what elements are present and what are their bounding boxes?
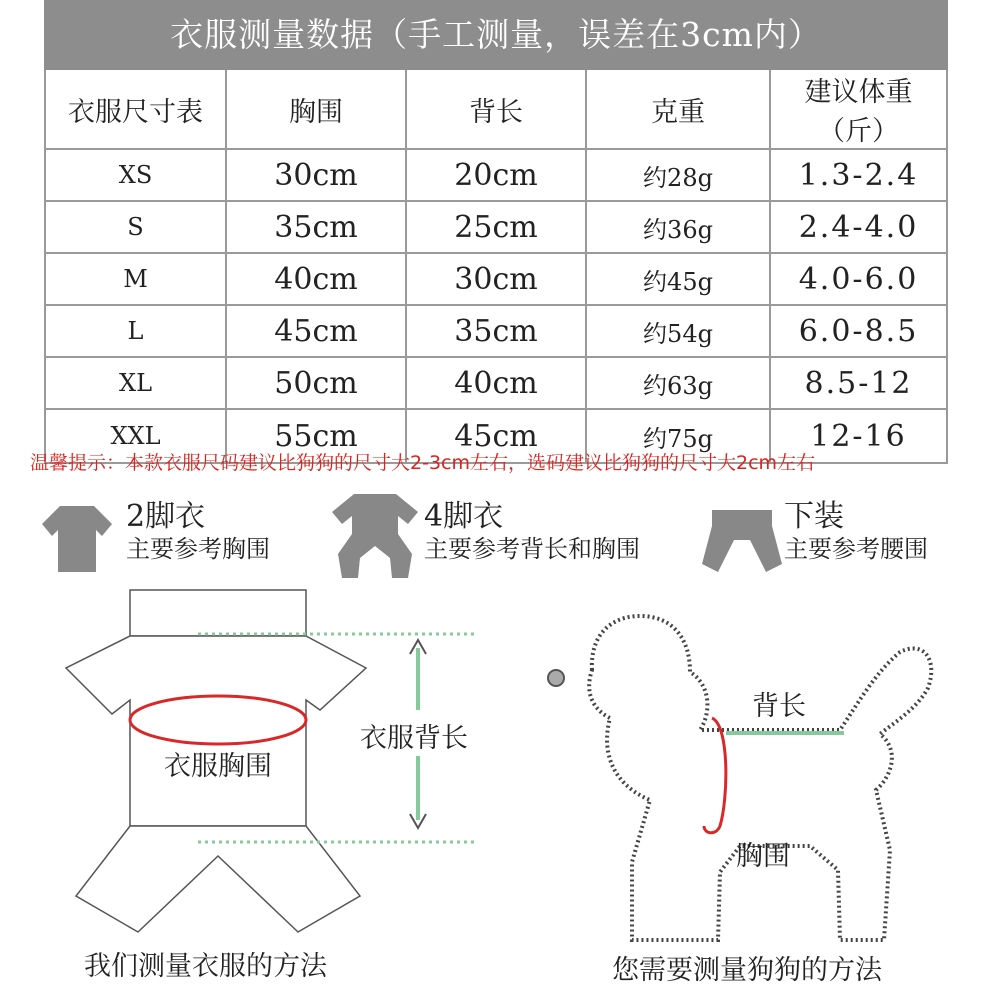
cell-size: L (46, 306, 227, 358)
cell-back: 45cm (407, 410, 587, 462)
cell-size: M (46, 254, 227, 306)
cell-weight: 约36g (587, 202, 771, 254)
page-title: 衣服测量数据（手工测量，误差在3cm内） (44, 0, 948, 70)
cell-body-weight: 4.0-6.0 (771, 254, 946, 306)
dog-chest-label: 胸围 (736, 841, 790, 872)
pants-icon (700, 506, 784, 576)
category-four-leg (424, 500, 640, 564)
cell-weight: 约75g (587, 410, 771, 462)
category-desc: 主要参考背长和胸围 (424, 535, 640, 563)
cell-size: XS (46, 150, 227, 202)
cell-weight: 约28g (587, 150, 771, 202)
category-title: 4脚衣 (424, 499, 504, 534)
cell-chest: 40cm (227, 254, 407, 306)
cell-chest: 30cm (227, 150, 407, 202)
table-row (46, 254, 946, 306)
cell-body-weight: 8.5-12 (771, 358, 946, 410)
four-leg-suit-icon (330, 488, 420, 580)
cell-size: XL (46, 358, 227, 410)
warm-tip: 温馨提示：本款衣服尺码建议比狗狗的尺寸大2-3cm左右，选码建议比狗狗的尺寸大2cm左右 (30, 452, 816, 474)
cell-chest: 35cm (227, 202, 407, 254)
cell-chest: 45cm (227, 306, 407, 358)
table-header-row (46, 70, 946, 150)
cell-body-weight: 12-16 (810, 418, 907, 454)
header-size: 衣服尺寸表 (46, 70, 227, 150)
two-leg-shirt-icon (40, 496, 114, 576)
cell-size: XXL (46, 410, 227, 462)
dog-caption: 您需要测量狗狗的方法 (612, 955, 882, 986)
cell-weight: 约63g (587, 358, 771, 410)
category-desc: 主要参考腰围 (784, 535, 928, 563)
header-body-weight: 建议体重（斤） (771, 70, 946, 150)
cell-weight: 约54g (587, 306, 771, 358)
cell-chest: 50cm (227, 358, 407, 410)
header-chest: 胸围 (227, 70, 407, 150)
cell-back: 20cm (407, 150, 587, 202)
cell-body-weight: 6.0-8.5 (771, 306, 946, 358)
table-row (46, 306, 946, 358)
size-table (44, 70, 948, 464)
garment-chest-label: 衣服胸围 (164, 751, 272, 782)
cell-back: 40cm (407, 358, 587, 410)
cell-back: 30cm (407, 254, 587, 306)
garment-caption: 我们测量衣服的方法 (84, 951, 327, 982)
cell-back: 25cm (407, 202, 587, 254)
header-weight: 克重 (587, 70, 771, 150)
cell-body-weight: 2.4-4.0 (771, 202, 946, 254)
header-back: 背长 (407, 70, 587, 150)
dog-diagram (540, 600, 950, 950)
cell-chest: 55cm (227, 410, 407, 462)
category-pants (784, 500, 928, 564)
table-row (46, 202, 946, 254)
category-title: 2脚衣 (126, 499, 206, 534)
dog-back-label: 背长 (752, 691, 806, 722)
cell-back: 35cm (407, 306, 587, 358)
table-row (46, 358, 946, 410)
table-row (46, 150, 946, 202)
category-title: 下装 (784, 499, 844, 534)
category-desc: 主要参考胸围 (126, 535, 270, 563)
category-two-leg (126, 500, 270, 564)
cell-body-weight: 1.3-2.4 (771, 150, 946, 202)
cell-weight: 约45g (587, 254, 771, 306)
back-length-label: 衣服背长 (360, 723, 468, 754)
cell-size: S (46, 202, 227, 254)
